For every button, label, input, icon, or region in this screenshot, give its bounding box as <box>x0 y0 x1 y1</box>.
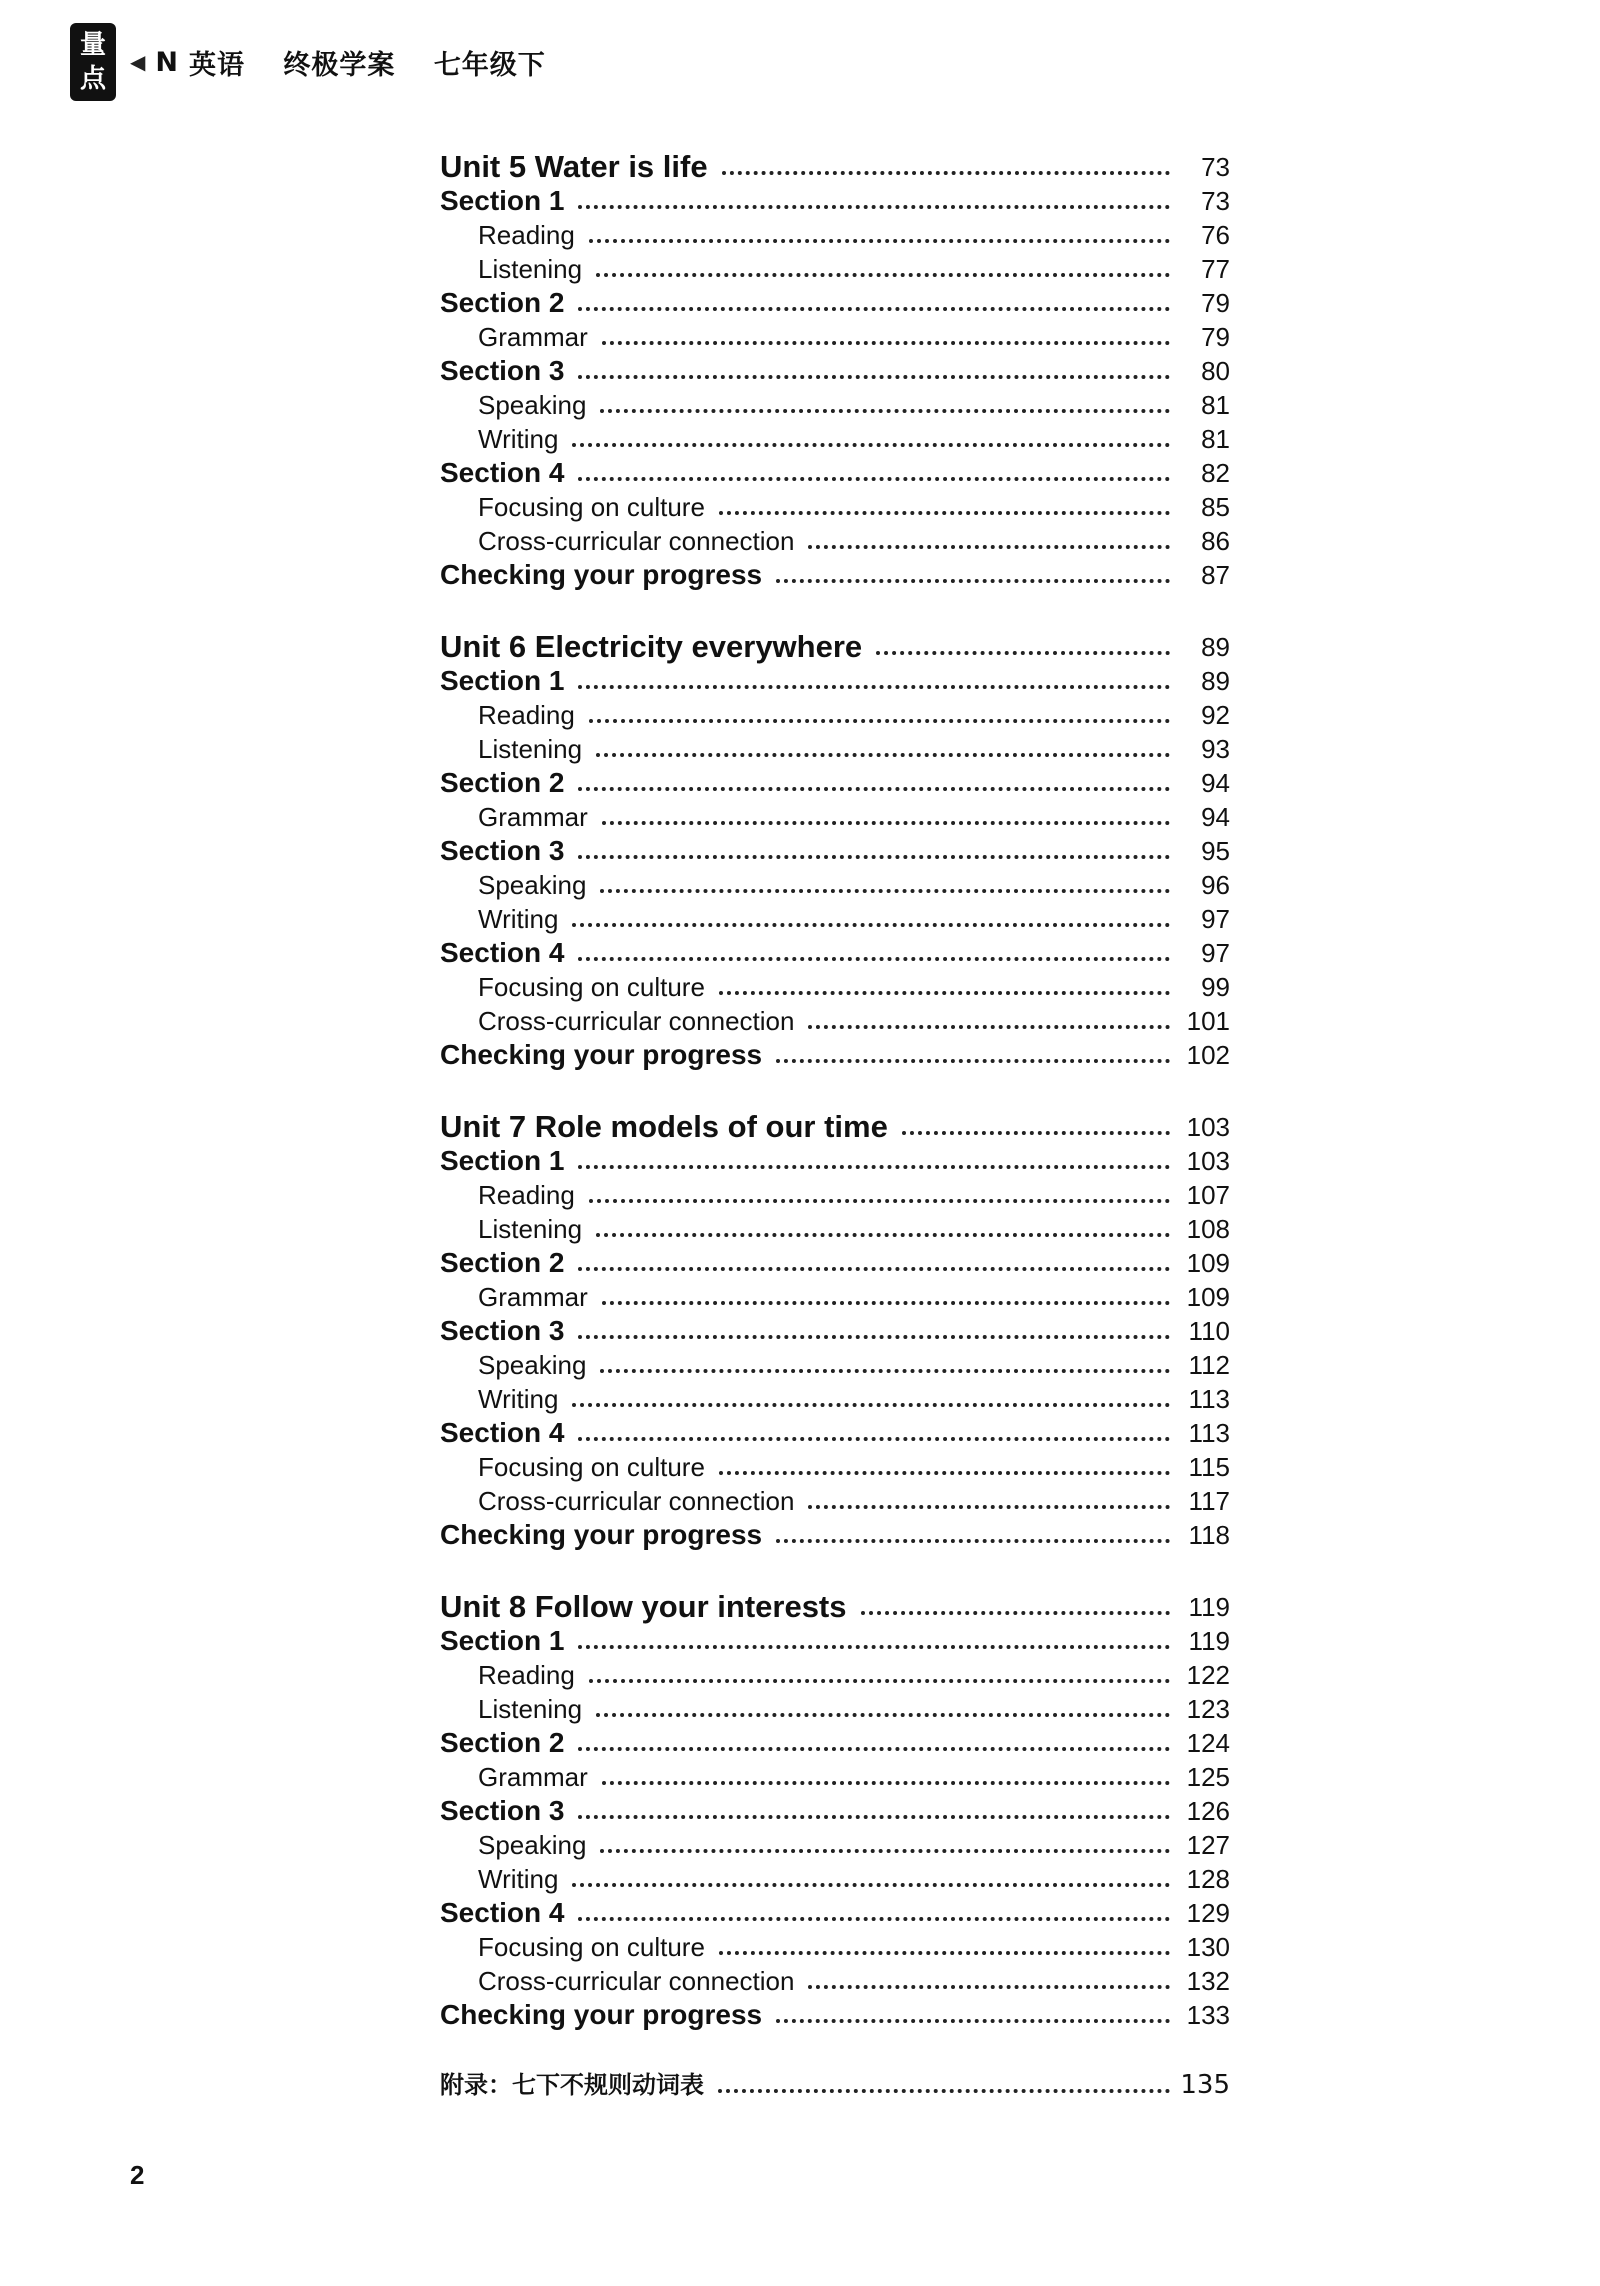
dot-leader <box>808 1505 1170 1509</box>
toc-entry-label: Reading <box>478 1180 575 1210</box>
dot-leader <box>572 923 1170 927</box>
toc-entry-page: 79 <box>1201 322 1230 352</box>
toc-entry-label: Section 3 <box>440 355 565 386</box>
toc-entry-page: 109 <box>1186 1282 1230 1312</box>
toc-section[interactable] <box>440 1142 1230 1176</box>
dot-leader <box>589 1199 1170 1203</box>
toc-subsection[interactable] <box>440 1176 1230 1210</box>
toc-subsection[interactable] <box>440 420 1230 454</box>
dot-leader <box>776 2019 1170 2023</box>
dot-leader <box>578 1917 1170 1921</box>
dot-leader <box>572 1883 1170 1887</box>
table-of-contents <box>440 146 1230 2100</box>
toc-entry-label: Section 3 <box>440 1315 565 1346</box>
toc-entry-label: Reading <box>478 220 575 250</box>
toc-entry-page: 113 <box>1188 1418 1230 1448</box>
toc-entry-label: Cross-curricular connection <box>478 526 795 556</box>
toc-section[interactable] <box>440 284 1230 318</box>
dot-leader <box>578 205 1170 209</box>
dot-leader <box>578 787 1170 791</box>
toc-entry-label: Section 2 <box>440 1727 565 1758</box>
toc-section[interactable] <box>440 934 1230 968</box>
toc-unit-block <box>440 146 1230 590</box>
toc-entry-label: Speaking <box>478 1830 587 1860</box>
toc-section[interactable] <box>440 1894 1230 1928</box>
toc-entry-page: 123 <box>1186 1694 1230 1724</box>
toc-subsection[interactable] <box>440 386 1230 420</box>
header-brand-letter: N <box>155 46 179 78</box>
toc-entry-page: 96 <box>1201 870 1230 900</box>
toc-entry-page: 76 <box>1201 220 1230 250</box>
toc-entry-page: 122 <box>1186 1660 1230 1690</box>
toc-unit-block <box>440 1586 1230 2030</box>
toc-entry-page: 89 <box>1201 632 1230 662</box>
dot-leader <box>776 1539 1170 1543</box>
logo-bottom-char: 点 <box>79 64 106 94</box>
toc-entry-label: Checking your progress <box>440 1999 763 2030</box>
toc-entry-label: Reading <box>478 1660 575 1690</box>
brand-logo <box>70 23 116 101</box>
toc-checking-progress[interactable] <box>440 556 1230 590</box>
dot-leader <box>578 1815 1170 1819</box>
dot-leader <box>602 1301 1170 1305</box>
toc-entry-page: 125 <box>1186 1762 1230 1792</box>
toc-entry-page: 97 <box>1201 904 1230 934</box>
toc-entry-page: 126 <box>1186 1796 1230 1826</box>
toc-entry-label: Section 1 <box>440 665 565 696</box>
toc-entry-page: 101 <box>1186 1006 1230 1036</box>
header-subject: 英语 <box>189 49 245 81</box>
toc-entry-label: Section 2 <box>440 767 565 798</box>
toc-entry-page: 82 <box>1201 458 1230 488</box>
toc-entry-label: Section 4 <box>440 937 565 968</box>
toc-entry-label: Unit 6 Electricity everywhere <box>440 629 863 664</box>
dot-leader <box>719 511 1170 515</box>
dot-leader <box>578 957 1170 961</box>
toc-entry-page: 86 <box>1201 526 1230 556</box>
toc-entry-page: 89 <box>1201 666 1230 696</box>
toc-entry-page: 110 <box>1188 1316 1230 1346</box>
dot-leader <box>578 1747 1170 1751</box>
toc-section[interactable] <box>440 1244 1230 1278</box>
toc-entry-page: 112 <box>1188 1350 1230 1380</box>
toc-subsection[interactable] <box>440 1928 1230 1962</box>
toc-entry-label: Grammar <box>478 1282 588 1312</box>
dot-leader <box>572 1403 1170 1407</box>
toc-entry-page: 119 <box>1188 1626 1230 1656</box>
toc-entry-page: 103 <box>1186 1112 1230 1142</box>
toc-entry-page: 97 <box>1201 938 1230 968</box>
toc-subsection[interactable] <box>440 488 1230 522</box>
toc-subsection[interactable] <box>440 866 1230 900</box>
toc-subsection[interactable] <box>440 522 1230 556</box>
dot-leader <box>600 409 1170 413</box>
toc-entry-page: 77 <box>1201 254 1230 284</box>
toc-unit-title[interactable] <box>440 1586 1230 1622</box>
left-arrow-icon: ◀ <box>130 51 146 74</box>
toc-entry-page: 95 <box>1201 836 1230 866</box>
dot-leader <box>600 1849 1170 1853</box>
toc-subsection[interactable] <box>440 1482 1230 1516</box>
toc-entry-page: 115 <box>1188 1452 1230 1482</box>
toc-subsection[interactable] <box>440 1826 1230 1860</box>
toc-section[interactable] <box>440 662 1230 696</box>
toc-entry-page: 80 <box>1201 356 1230 386</box>
toc-entry-page: 94 <box>1201 802 1230 832</box>
toc-section[interactable] <box>440 832 1230 866</box>
toc-entry-page: 81 <box>1201 390 1230 420</box>
toc-subsection[interactable] <box>440 1860 1230 1894</box>
toc-entry-page: 94 <box>1201 768 1230 798</box>
toc-entry-label: Section 2 <box>440 1247 565 1278</box>
toc-subsection[interactable] <box>440 1656 1230 1690</box>
toc-entry-label: Writing <box>478 904 559 934</box>
toc-entry-page: 135 <box>1180 2070 1230 2100</box>
dot-leader <box>596 753 1170 757</box>
toc-entry-page: 117 <box>1188 1486 1230 1516</box>
toc-subsection[interactable] <box>440 1002 1230 1036</box>
toc-entry-page: 130 <box>1186 1932 1230 1962</box>
toc-entry-page: 119 <box>1188 1592 1230 1622</box>
toc-entry-label: Speaking <box>478 1350 587 1380</box>
dot-leader <box>589 719 1170 723</box>
dot-leader <box>589 1679 1170 1683</box>
toc-entry-label: Focusing on culture <box>478 1932 705 1962</box>
toc-entry-label: Speaking <box>478 870 587 900</box>
dot-leader <box>808 1985 1170 1989</box>
toc-entry-page: 107 <box>1186 1180 1230 1210</box>
toc-entry-label: Unit 5 Water is life <box>440 149 708 184</box>
toc-subsection[interactable] <box>440 798 1230 832</box>
toc-entry-label: Checking your progress <box>440 559 763 590</box>
toc-section[interactable] <box>440 182 1230 216</box>
toc-subsection[interactable] <box>440 696 1230 730</box>
page-header <box>70 22 574 102</box>
toc-entry-page: 99 <box>1201 972 1230 1002</box>
toc-entry-page: 127 <box>1186 1830 1230 1860</box>
toc-unit-title[interactable] <box>440 146 1230 182</box>
dot-leader <box>718 2089 1170 2093</box>
dot-leader <box>719 1471 1170 1475</box>
dot-leader <box>596 273 1170 277</box>
toc-entry-label: Focusing on culture <box>478 492 705 522</box>
toc-subsection[interactable] <box>440 1380 1230 1414</box>
toc-subsection[interactable] <box>440 1962 1230 1996</box>
toc-entry-label: Grammar <box>478 1762 588 1792</box>
toc-section[interactable] <box>440 1622 1230 1656</box>
header-title <box>189 43 574 82</box>
toc-entry-label: Listening <box>478 1694 583 1724</box>
toc-subsection[interactable] <box>440 250 1230 284</box>
toc-subsection[interactable] <box>440 1346 1230 1380</box>
toc-checking-progress[interactable] <box>440 1996 1230 2030</box>
toc-unit-block <box>440 1106 1230 1550</box>
toc-entry-label: Listening <box>478 1214 583 1244</box>
toc-subsection[interactable] <box>440 1210 1230 1244</box>
toc-entry-page: 113 <box>1188 1384 1230 1414</box>
toc-subsection[interactable] <box>440 216 1230 250</box>
toc-section[interactable] <box>440 1414 1230 1448</box>
toc-checking-progress[interactable] <box>440 1036 1230 1070</box>
toc-entry-label: Section 4 <box>440 1417 565 1448</box>
dot-leader <box>861 1611 1171 1615</box>
toc-entry-label: Section 1 <box>440 1625 565 1656</box>
toc-entry-label: Listening <box>478 254 583 284</box>
dot-leader <box>578 855 1170 859</box>
toc-entry-page: 87 <box>1201 560 1230 590</box>
toc-entry-page: 118 <box>1188 1520 1230 1550</box>
toc-section[interactable] <box>440 764 1230 798</box>
dot-leader <box>589 239 1170 243</box>
dot-leader <box>602 341 1170 345</box>
dot-leader <box>602 1781 1170 1785</box>
toc-entry-label: Grammar <box>478 322 588 352</box>
dot-leader <box>776 579 1170 583</box>
toc-entry-label: Section 3 <box>440 835 565 866</box>
dot-leader <box>578 1437 1170 1441</box>
toc-entry-label: Focusing on culture <box>478 1452 705 1482</box>
toc-entry-label: Writing <box>478 1864 559 1894</box>
toc-entry-label: Cross-curricular connection <box>478 1006 795 1036</box>
toc-entry-page: 129 <box>1186 1898 1230 1928</box>
dot-leader <box>578 477 1170 481</box>
toc-entry-page: 109 <box>1186 1248 1230 1278</box>
toc-entry-page: 103 <box>1186 1146 1230 1176</box>
toc-entry-page: 133 <box>1186 2000 1230 2030</box>
toc-subsection[interactable] <box>440 730 1230 764</box>
dot-leader <box>578 1335 1170 1339</box>
toc-entry-page: 85 <box>1201 492 1230 522</box>
header-grade: 七年级下 <box>433 49 546 81</box>
toc-entry-label: 附录：七下不规则动词表 <box>440 2071 704 2099</box>
toc-entry-page: 73 <box>1201 152 1230 182</box>
toc-subsection[interactable] <box>440 1448 1230 1482</box>
toc-entry-page: 108 <box>1186 1214 1230 1244</box>
toc-section[interactable] <box>440 454 1230 488</box>
toc-entry-label: Writing <box>478 1384 559 1414</box>
dot-leader <box>602 821 1170 825</box>
dot-leader <box>600 1369 1170 1373</box>
toc-section[interactable] <box>440 1792 1230 1826</box>
header-series: 终极学案 <box>283 49 396 81</box>
toc-appendix[interactable] <box>440 2066 1230 2100</box>
toc-subsection[interactable] <box>440 1278 1230 1312</box>
toc-entry-page: 73 <box>1201 186 1230 216</box>
toc-unit-title[interactable] <box>440 626 1230 662</box>
toc-subsection[interactable] <box>440 1758 1230 1792</box>
toc-entry-label: Writing <box>478 424 559 454</box>
toc-entry-label: Unit 7 Role models of our time <box>440 1109 888 1144</box>
toc-entry-label: Section 3 <box>440 1795 565 1826</box>
toc-entry-page: 102 <box>1186 1040 1230 1070</box>
toc-entry-label: Listening <box>478 734 583 764</box>
toc-entry-label: Section 4 <box>440 1897 565 1928</box>
toc-subsection[interactable] <box>440 1690 1230 1724</box>
toc-entry-page: 79 <box>1201 288 1230 318</box>
toc-entry-label: Section 4 <box>440 457 565 488</box>
dot-leader <box>578 375 1170 379</box>
dot-leader <box>596 1233 1170 1237</box>
dot-leader <box>776 1059 1170 1063</box>
toc-entry-label: Cross-curricular connection <box>478 1486 795 1516</box>
toc-subsection[interactable] <box>440 968 1230 1002</box>
toc-entry-label: Section 1 <box>440 185 565 216</box>
dot-leader <box>719 991 1170 995</box>
toc-entry-label: Speaking <box>478 390 587 420</box>
toc-entry-label: Unit 8 Follow your interests <box>440 1589 847 1624</box>
toc-entry-label: Reading <box>478 700 575 730</box>
dot-leader <box>596 1713 1170 1717</box>
toc-entry-label: Cross-curricular connection <box>478 1966 795 1996</box>
toc-unit-block <box>440 626 1230 1070</box>
toc-entry-label: Focusing on culture <box>478 972 705 1002</box>
toc-subsection[interactable] <box>440 318 1230 352</box>
dot-leader <box>578 1267 1170 1271</box>
toc-section[interactable] <box>440 1724 1230 1758</box>
dot-leader <box>572 443 1170 447</box>
toc-entry-page: 81 <box>1201 424 1230 454</box>
toc-section[interactable] <box>440 352 1230 386</box>
toc-entry-label: Checking your progress <box>440 1039 763 1070</box>
toc-entry-page: 128 <box>1186 1864 1230 1894</box>
dot-leader <box>808 545 1170 549</box>
page-number: 2 <box>130 2160 145 2190</box>
dot-leader <box>902 1131 1170 1135</box>
logo-top-char: 量 <box>79 30 106 60</box>
dot-leader <box>600 889 1170 893</box>
toc-section[interactable] <box>440 1312 1230 1346</box>
toc-entry-label: Checking your progress <box>440 1519 763 1550</box>
dot-leader <box>578 1645 1170 1649</box>
dot-leader <box>722 171 1170 175</box>
toc-entry-page: 93 <box>1201 734 1230 764</box>
dot-leader <box>578 685 1170 689</box>
dot-leader <box>578 307 1170 311</box>
toc-entry-page: 92 <box>1201 700 1230 730</box>
toc-checking-progress[interactable] <box>440 1516 1230 1550</box>
dot-leader <box>808 1025 1170 1029</box>
toc-subsection[interactable] <box>440 900 1230 934</box>
dot-leader <box>876 651 1170 655</box>
toc-entry-label: Section 1 <box>440 1145 565 1176</box>
toc-entry-label: Grammar <box>478 802 588 832</box>
dot-leader <box>578 1165 1170 1169</box>
dot-leader <box>719 1951 1170 1955</box>
toc-entry-page: 132 <box>1186 1966 1230 1996</box>
toc-entry-page: 124 <box>1186 1728 1230 1758</box>
toc-unit-title[interactable] <box>440 1106 1230 1142</box>
toc-entry-label: Section 2 <box>440 287 565 318</box>
